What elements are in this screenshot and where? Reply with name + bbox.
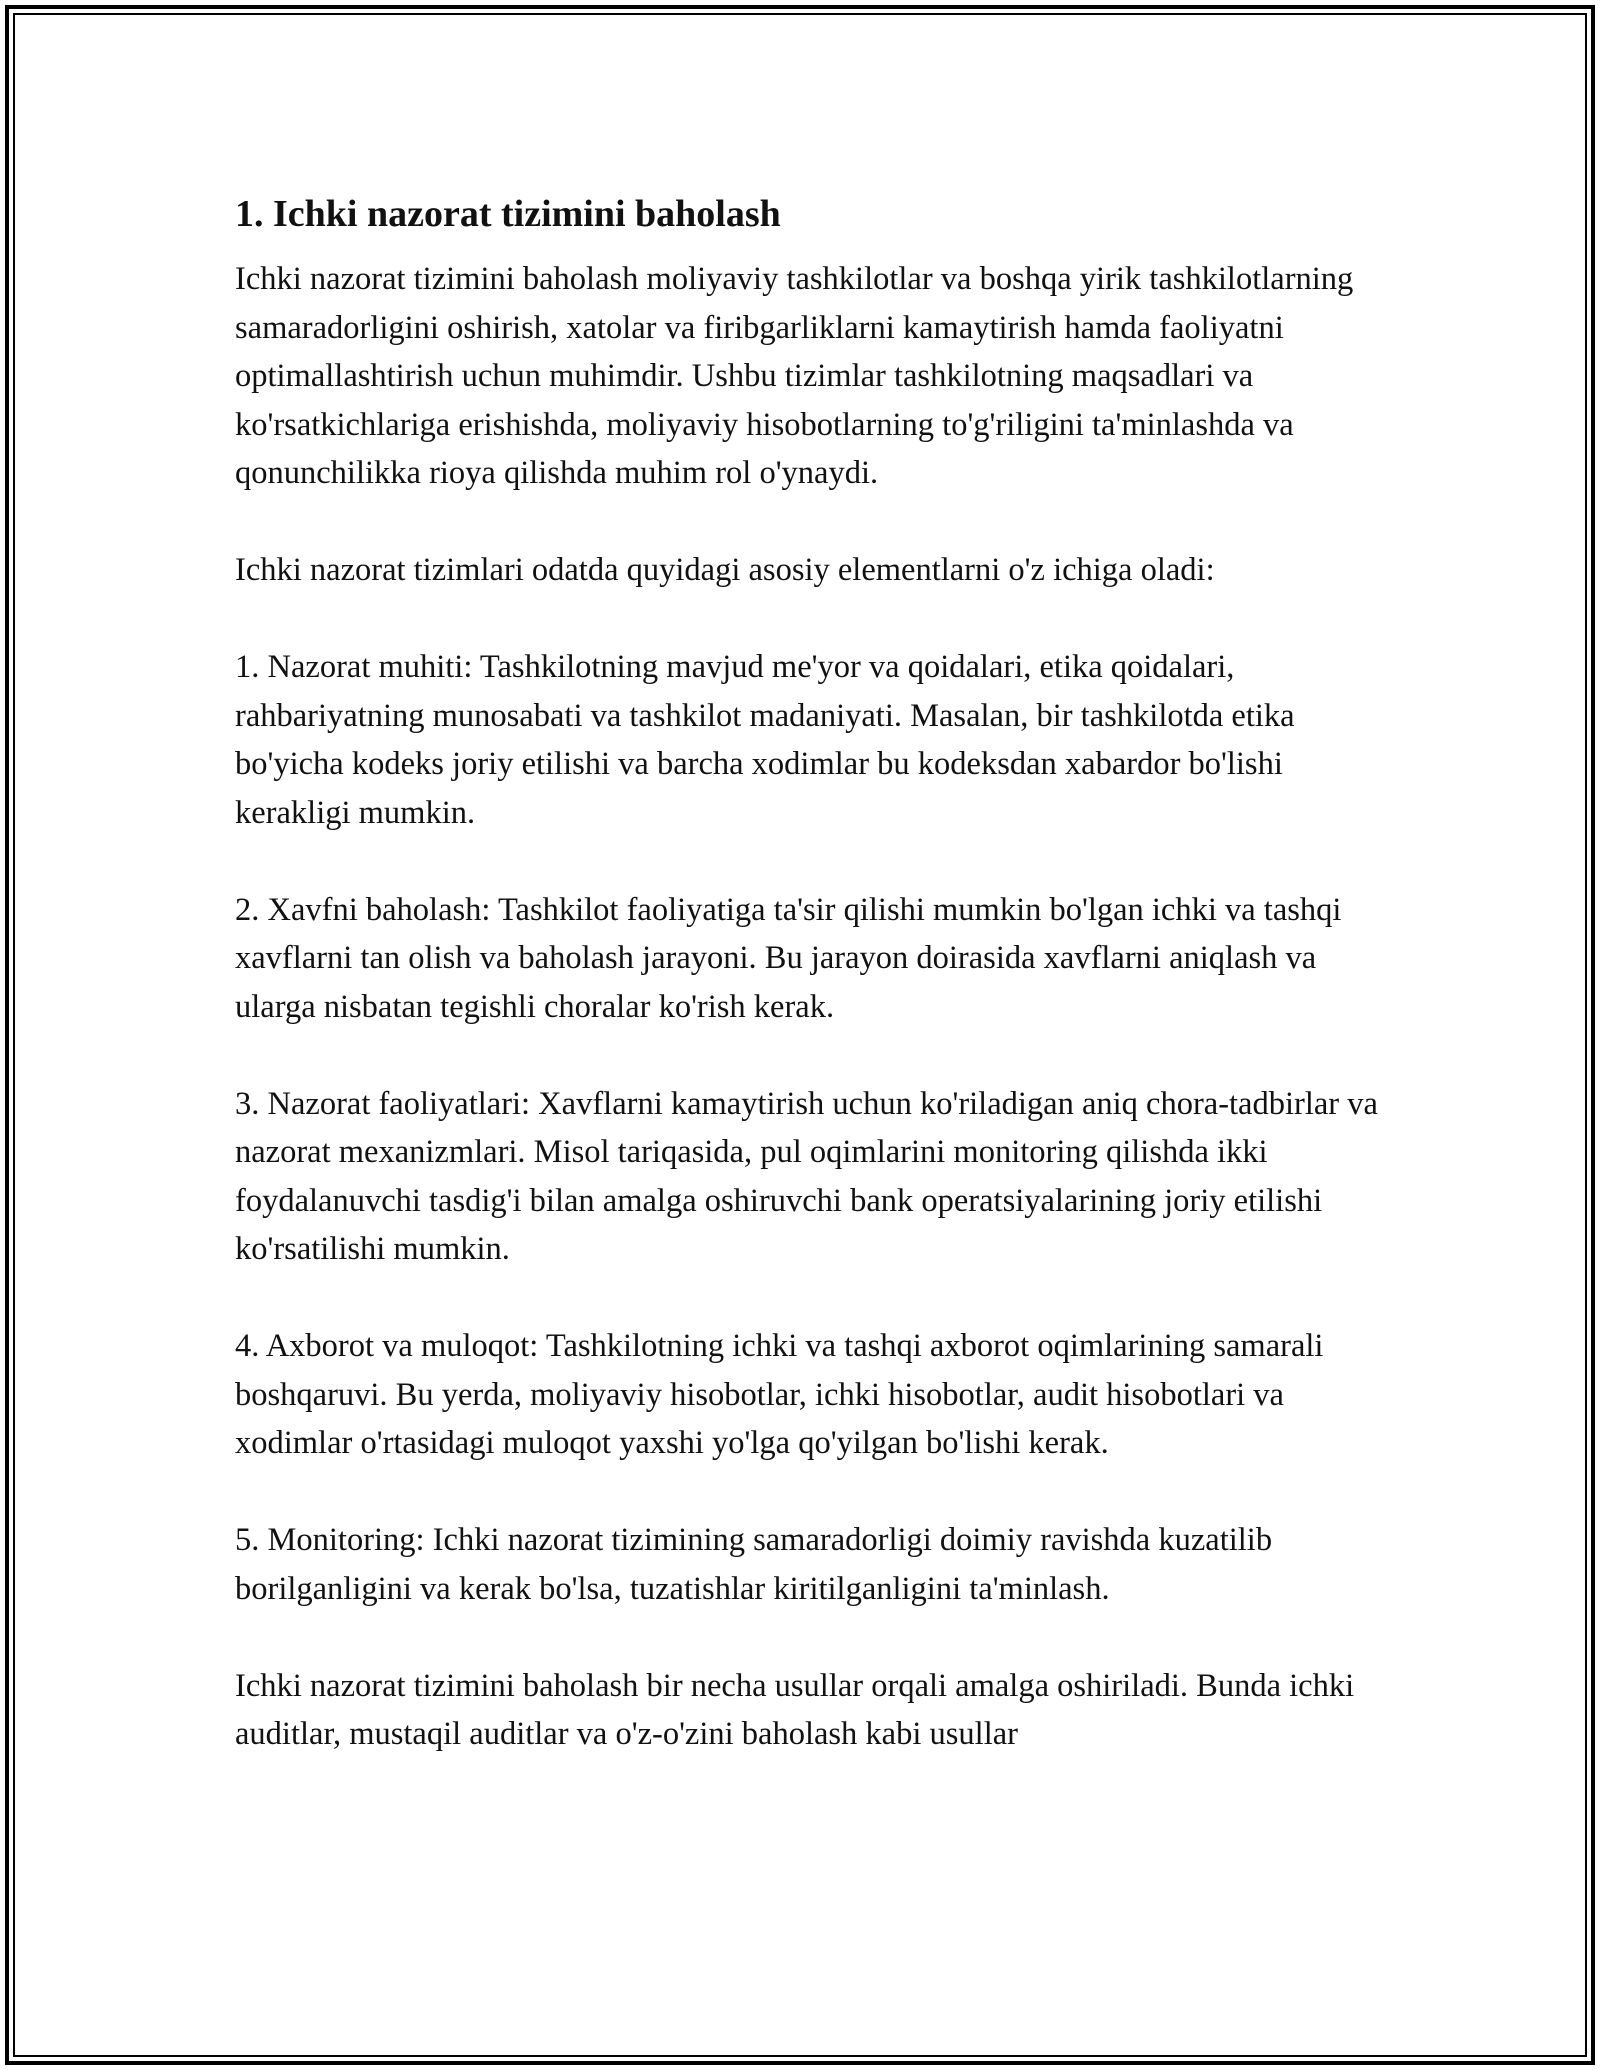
document-body bbox=[235, 185, 1385, 1807]
paragraph-monitoring: 5. Monitoring: Ichki nazorat tizimining samaradorligi doimiy ravishda kuzatilib borilganligini va kerak bo'lsa, tuzatishlar kiritilganligini ta'minlash. bbox=[235, 1522, 1273, 1607]
paragraph-information-communication: 4. Axborot va muloqot: Tashkilotning ichki va tashqi axborot oqimlarining samarali boshqaruvi. Bu yerda, moliyaviy hisobotlar, ichki hisobotlar, audit hisobotlari va xodimlar o'rtasidagi muloqot yaxshi yo'lga qo'yilgan bo'lishi kerak. bbox=[235, 1328, 1324, 1461]
paragraph-control-environment: 1. Nazorat muhiti: Tashkilotning mavjud me'yor va qoidalari, etika qoidalari, rahbariyatning munosabati va tashkilot madaniyati. Masalan, bir tashkilotda etika bo'yicha kodeks joriy etilishi va barcha xodimlar bu kodeksdan xabardor bo'lishi kerakligi mumkin. bbox=[235, 649, 1295, 831]
paragraph-elements-lead: Ichki nazorat tizimlari odatda quyidagi asosiy elementlarni o'z ichiga oladi: bbox=[235, 552, 1215, 588]
paragraph-control-activities: 3. Nazorat faoliyatlari: Xavflarni kamaytirish uchun ko'riladigan aniq chora-tadbirlar va nazorat mexanizmlari. Misol tariqasida, pul oqimlarini monitoring qilishda ikki foydalanuvchi tasdig'i bilan amalga oshiruvchi bank operatsiyalarining joriy etilishi ko'rsatilishi mumkin. bbox=[235, 1085, 1378, 1267]
section-heading: 1. Ichki nazorat tizimini baholash bbox=[235, 193, 781, 235]
paragraph-intro: Ichki nazorat tizimini baholash moliyaviy tashkilotlar va boshqa yirik tashkilotlarning samaradorligini oshirish, xatolar va firibgarliklarni kamaytirish hamda faoliyatni optimallashtirish uchun muhimdir. Ushbu tizimlar tashkilotning maqsadlari va ko'rsatkichlariga erishishda, moliyaviy hisobotlarning to'g'riligini ta'minlashda va qonunchilikka rioya qilishda muhim rol o'ynaydi. bbox=[235, 261, 1354, 491]
paragraph-risk-assessment: 2. Xavfni baholash: Tashkilot faoliyatiga ta'sir qilishi mumkin bo'lgan ichki va tashqi xavflarni tan olish va baholash jarayoni. Bu jarayon doirasida xavflarni aniqlash va ularga nisbatan tegishli choralar ko'rish kerak. bbox=[235, 891, 1342, 1025]
paragraph-evaluation-methods: Ichki nazorat tizimini baholash bir necha usullar orqali amalga oshiriladi. Bunda ichki auditlar, mustaqil auditlar va o'z-o'zini baholash kabi usullar bbox=[235, 1667, 1355, 1752]
